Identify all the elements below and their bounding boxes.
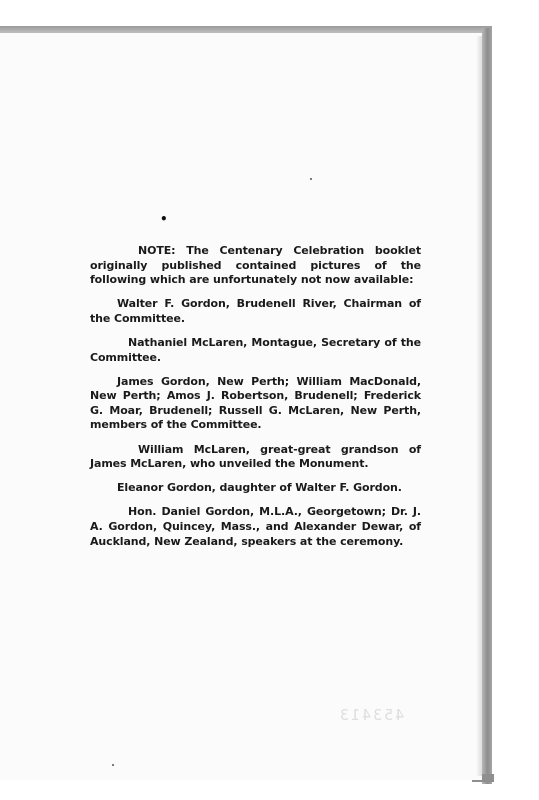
speakers-paragraph: Hon. Daniel Gordon, M.L.A., Georgetown; Dr. J. A. Gordon, Quincey, Mass., and Alexander Dewar, of Auckland, New Zealand, speakers at the ceremony. xyxy=(90,505,421,548)
committee-members-paragraph: James Gordon, New Perth; William MacDonald, New Perth; Amos J. Robertson, Brudenell; Frederick G. Moar, Brudenell; Russell G. McLaren, New Perth, members of the Committee. xyxy=(90,374,421,432)
note-paragraph: NOTE: The Centenary Celebration booklet originally published contained pictures of the following which are unfortunately not now available: xyxy=(90,244,421,287)
note-text-block xyxy=(90,244,421,559)
page-shadow xyxy=(476,36,482,776)
dust-speck xyxy=(112,764,114,766)
committee-chairman-paragraph: Walter F. Gordon, Brudenell River, Chairman of the Committee. xyxy=(90,297,421,325)
eleanor-gordon-paragraph: Eleanor Gordon, daughter of Walter F. Gordon. xyxy=(117,481,402,495)
monument-paragraph: William McLaren, great-great grandson of James McLaren, who unveiled the Monument. xyxy=(90,442,421,471)
bullet-mark: • xyxy=(160,212,168,226)
book-cover-right-edge xyxy=(482,28,492,784)
dust-speck xyxy=(310,178,312,180)
committee-secretary-paragraph: Nathaniel McLaren, Montague, Secretary of the Committee. xyxy=(90,335,421,364)
faint-library-stamp: 453413 xyxy=(338,706,405,724)
